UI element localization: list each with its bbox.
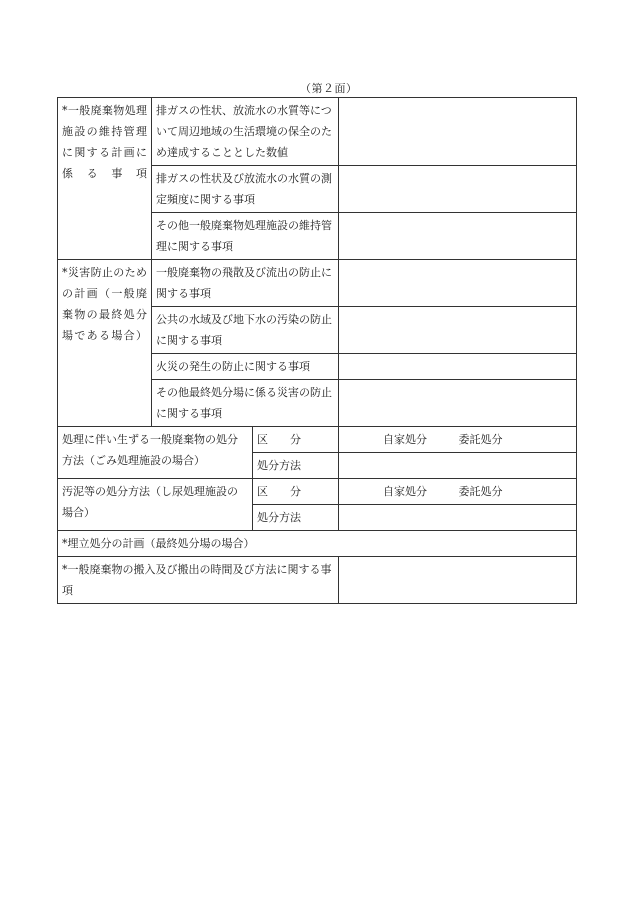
disaster-section-label: *災害防止のための計画（一般廃棄物の最終処分場である場合） xyxy=(58,260,152,427)
disaster-row-1 xyxy=(58,260,577,307)
maintenance-value-1[interactable] xyxy=(339,98,577,166)
transport-value[interactable] xyxy=(339,557,577,604)
page-number-label: （第２面） xyxy=(300,82,358,95)
disposal-sludge-option-self[interactable]: 自家処分 xyxy=(383,485,427,498)
maintenance-value-2[interactable] xyxy=(339,166,577,213)
disposal-garbage-kubun-label: 区 分 xyxy=(253,427,339,453)
disposal-garbage-options xyxy=(339,427,577,453)
disposal-garbage-kubun-row xyxy=(58,427,577,453)
disaster-item-4: その他最終処分場に係る災害の防止に関する事項 xyxy=(152,380,339,427)
disposal-sludge-kubun-label: 区 分 xyxy=(253,479,339,505)
disposal-garbage-method-value[interactable] xyxy=(339,453,577,479)
disposal-garbage-option-outsource[interactable]: 委託処分 xyxy=(458,433,503,446)
transport-label: *一般廃棄物の搬入及び搬出の時間及び方法に関する事項 xyxy=(58,557,339,604)
maintenance-row-1 xyxy=(58,98,577,166)
maintenance-item-2: 排ガスの性状及び放流水の水質の測定頻度に関する事項 xyxy=(152,166,339,213)
disposal-garbage-method-label: 処分方法 xyxy=(253,453,339,479)
disposal-sludge-method-label: 処分方法 xyxy=(253,505,339,531)
disposal-sludge-options xyxy=(339,479,577,505)
disaster-value-1[interactable] xyxy=(339,260,577,307)
disaster-value-4[interactable] xyxy=(339,380,577,427)
maintenance-section-label: *一般廃棄物処理施設の維持管理に関する計画に係る事項 xyxy=(58,98,152,260)
disposal-garbage-option-self[interactable]: 自家処分 xyxy=(383,433,427,446)
disposal-sludge-label: 汚泥等の処分方法（し尿処理施設の場合） xyxy=(58,479,253,531)
disaster-item-1: 一般廃棄物の飛散及び流出の防止に関する事項 xyxy=(152,260,339,307)
disposal-sludge-method-value[interactable] xyxy=(339,505,577,531)
landfill-plan-row xyxy=(58,531,577,557)
maintenance-item-1: 排ガスの性状、放流水の水質等について周辺地域の生活環境の保全のため達成することとした数値 xyxy=(152,98,339,166)
disaster-value-3[interactable] xyxy=(339,354,577,380)
disposal-garbage-label: 処理に伴い生ずる一般廃棄物の処分方法（ごみ処理施設の場合） xyxy=(58,427,253,479)
disaster-item-3: 火災の発生の防止に関する事項 xyxy=(152,354,339,380)
maintenance-item-3: その他一般廃棄物処理施設の維持管理に関する事項 xyxy=(152,213,339,260)
facility-form-table xyxy=(57,97,577,604)
disposal-sludge-kubun-row xyxy=(58,479,577,505)
disaster-value-2[interactable] xyxy=(339,307,577,354)
disaster-item-2: 公共の水域及び地下水の汚染の防止に関する事項 xyxy=(152,307,339,354)
landfill-plan-label[interactable]: *埋立処分の計画（最終処分場の場合） xyxy=(58,531,577,557)
maintenance-value-3[interactable] xyxy=(339,213,577,260)
disposal-sludge-option-outsource[interactable]: 委託処分 xyxy=(458,485,503,498)
transport-row xyxy=(58,557,577,604)
